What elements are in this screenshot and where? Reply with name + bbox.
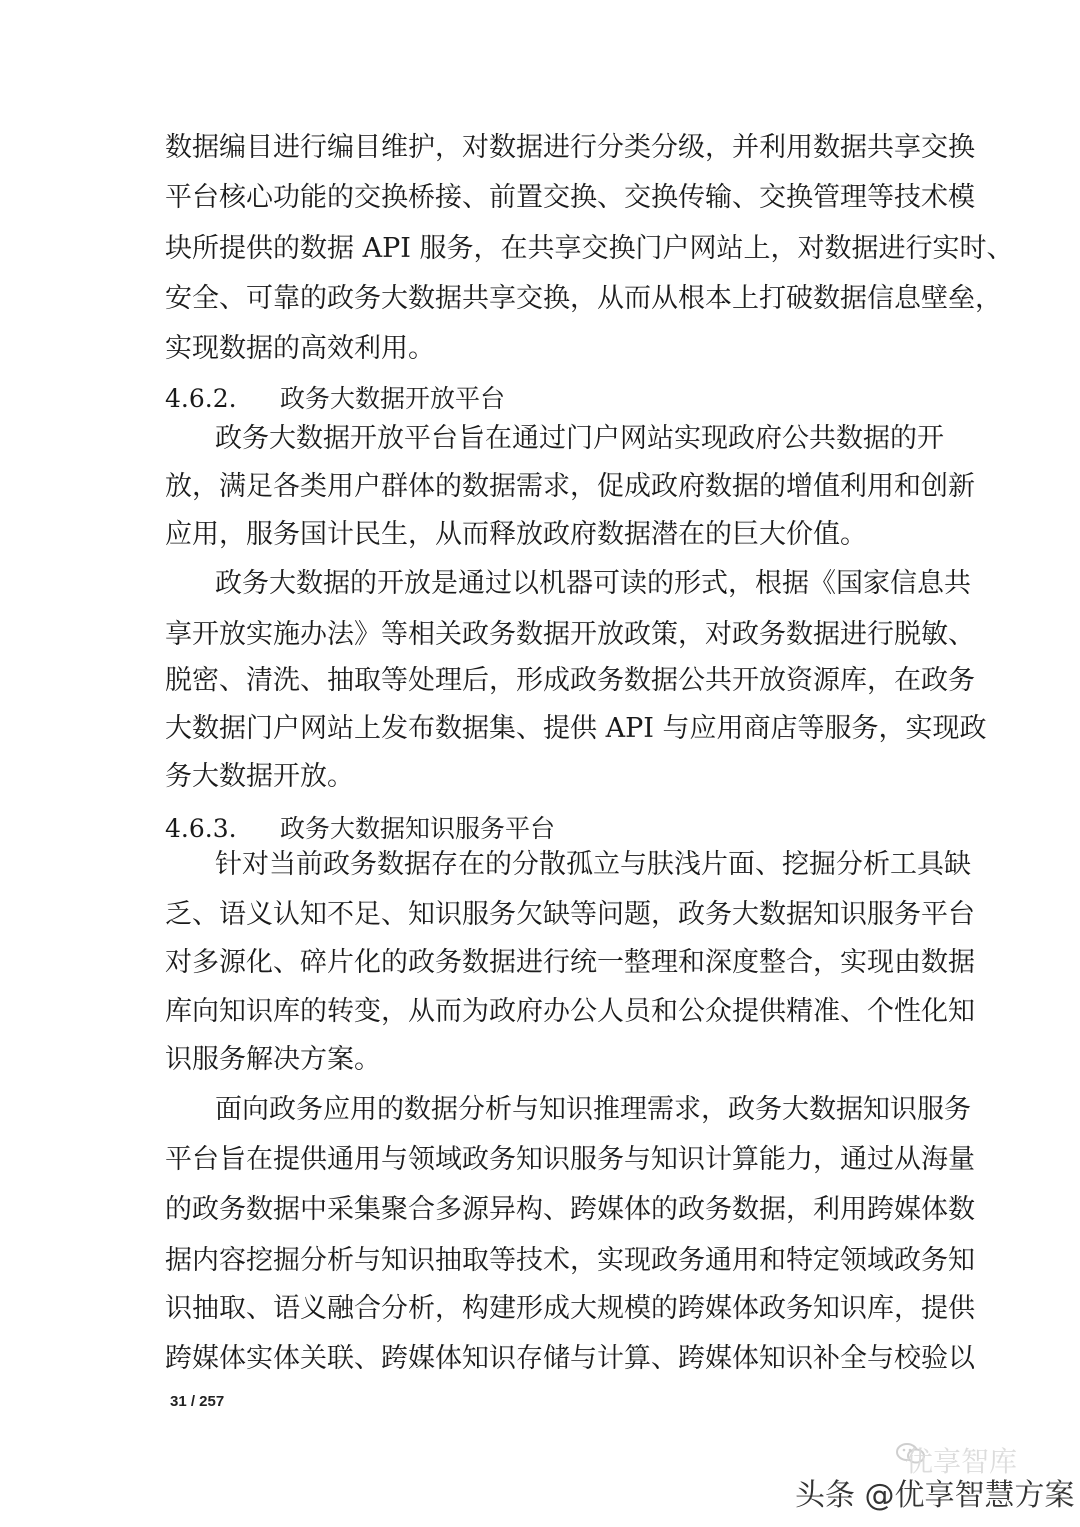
body-line: 安全、可靠的政务大数据共享交换，从而从根本上打破数据信息壁垒，	[165, 283, 1002, 314]
body-line: 面向政务应用的数据分析与知识推理需求，政务大数据知识服务	[215, 1094, 971, 1125]
body-line: 政务大数据的开放是通过以机器可读的形式，根据《国家信息共	[215, 568, 971, 599]
body-line: 数据编目进行编目维护，对数据进行分类分级，并利用数据共享交换	[165, 132, 975, 163]
body-line: 放，满足各类用户群体的数据需求，促成政府数据的增值利用和创新	[165, 471, 975, 502]
section-heading-463	[165, 813, 555, 845]
body-line: 务大数据开放。	[165, 761, 354, 792]
page-number: 31 / 257	[170, 1393, 225, 1410]
body-line: 大数据门户网站上发布数据集、提供 API 与应用商店等服务，实现政	[165, 713, 987, 744]
body-line: 库向知识库的转变，从而为政府办公人员和公众提供精准、个性化知	[165, 996, 975, 1027]
section-title: 政务大数据开放平台	[280, 384, 506, 413]
body-line: 脱密、清洗、抽取等处理后，形成政务数据公共开放资源库，在政务	[165, 665, 975, 696]
body-line: 平台核心功能的交换桥接、前置交换、交换传输、交换管理等技术模	[165, 182, 975, 213]
section-heading-462	[165, 383, 505, 415]
section-number: 4.6.2.	[165, 384, 237, 413]
body-line: 据内容挖掘分析与知识抽取等技术，实现政务通用和特定领域政务知	[165, 1245, 975, 1276]
body-line: 识服务解决方案。	[165, 1044, 381, 1075]
body-line: 跨媒体实体关联、跨媒体知识存储与计算、跨媒体知识补全与校验以	[165, 1343, 975, 1374]
body-line: 实现数据的高效利用。	[165, 333, 435, 364]
body-line: 的政务数据中采集聚合多源异构、跨媒体的政务数据，利用跨媒体数	[165, 1194, 975, 1225]
body-line: 对多源化、碎片化的政务数据进行统一整理和深度整合，实现由数据	[165, 947, 975, 978]
body-line: 政务大数据开放平台旨在通过门户网站实现政府公共数据的开	[215, 423, 944, 454]
body-line: 块所提供的数据 API 服务，在共享交换门户网站上，对数据进行实时、	[165, 233, 1014, 264]
body-line: 平台旨在提供通用与领域政务知识服务与知识计算能力，通过从海量	[165, 1144, 975, 1175]
body-line: 应用，服务国计民生，从而释放政府数据潜在的巨大价值。	[165, 519, 867, 550]
body-line: 针对当前政务数据存在的分散孤立与肤浅片面、挖掘分析工具缺	[215, 849, 971, 880]
watermark-faint: 优享智库	[905, 1445, 1018, 1478]
section-number: 4.6.3.	[165, 814, 237, 843]
body-line: 乏、语义认知不足、知识服务欠缺等问题，政务大数据知识服务平台	[165, 899, 975, 930]
watermark-text: 头条 @优享智慧方案	[795, 1478, 1075, 1513]
body-line: 享开放实施办法》等相关政务数据开放政策，对政务数据进行脱敏、	[165, 619, 975, 650]
section-title: 政务大数据知识服务平台	[280, 814, 556, 843]
body-line: 识抽取、语义融合分析，构建形成大规模的跨媒体政务知识库，提供	[165, 1293, 975, 1324]
